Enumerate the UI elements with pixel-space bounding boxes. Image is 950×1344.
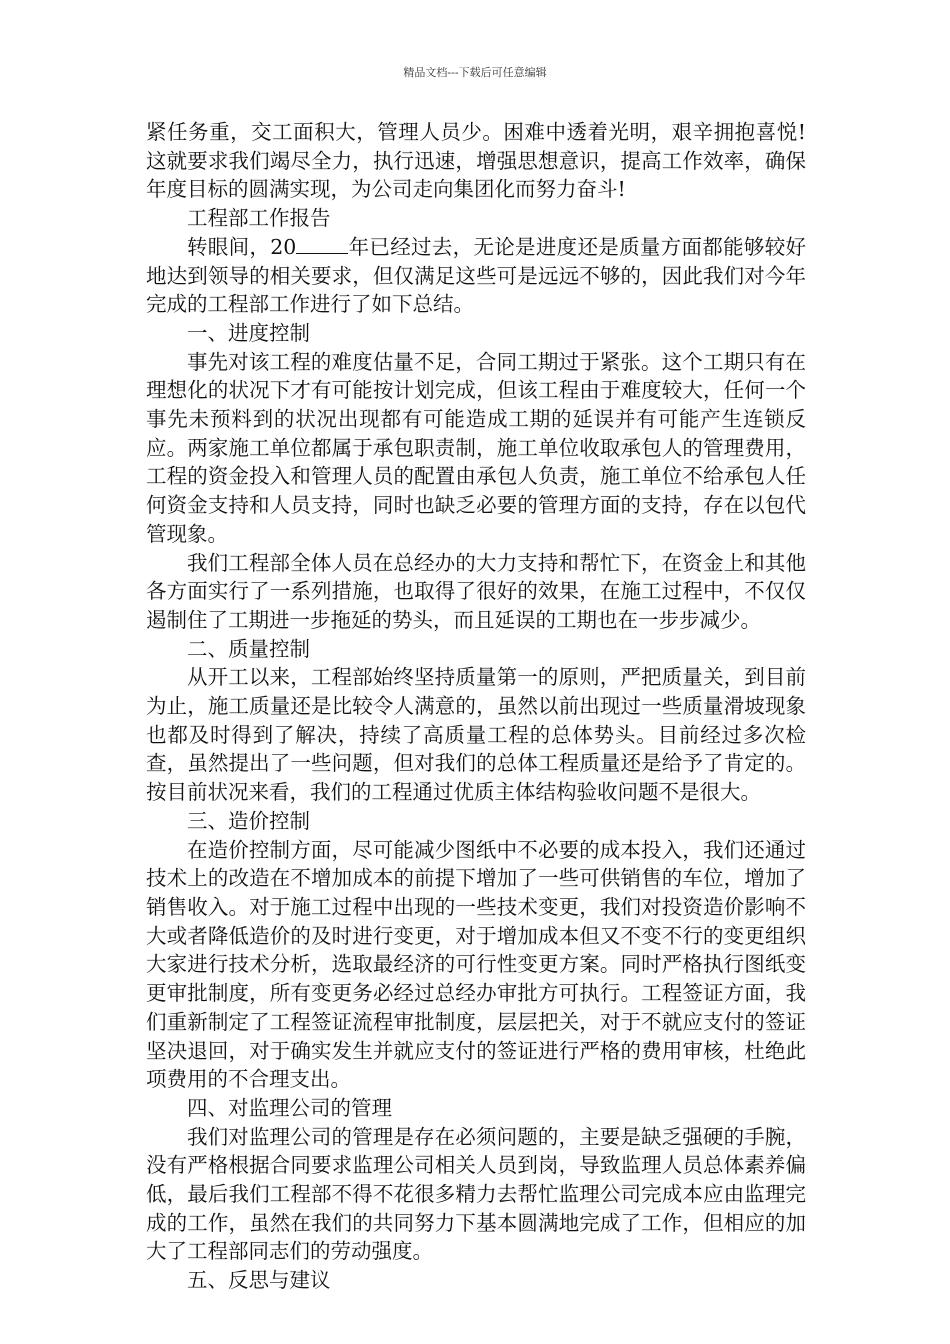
- intro-text-end: 年已经过去，无论是进度还是质量方面都能够较好地达到领导的相关要求，但仅满足这些可是远远不够的，因此我们对今年完成的工程部工作进行了如下总结。: [146, 234, 807, 317]
- paragraph-supervision: 我们对监理公司的管理是存在必须问题的，主要是缺乏强硬的手腕，没有严格根据合同要求监理公司相关人员到岗，导致监理人员总体素养偏低，最后我们工程部不得不花很多精力去帮忙监理公司完成本应由监理完成的工作，虽然在我们的共同努力下基本圆满地完成了工作，但相应的加大了工程部同志们的劳动强度。: [146, 1124, 806, 1264]
- paragraph-continuation: 紧任务重，交工面积大，管理人员少。困难中透着光明，艰辛拥抱喜悦!这就要求我们竭尽全力，执行迅速，增强思想意识，提高工作效率，确保年度目标的圆满实现，为公司走向集团化而努力奋斗!: [146, 120, 806, 202]
- report-title: 工程部工作报告: [187, 206, 331, 231]
- paragraph-progress-2: 我们工程部全体人员在总经办的大力支持和帮忙下，在资金上和其他各方面实行了一系列措施，也取得了很好的效果，在施工过程中，不仅仅遏制住了工期进一步拖延的势头，而且延误的工期也在一步步减少。: [146, 550, 806, 632]
- section-heading-progress: 一、进度控制: [187, 320, 310, 345]
- section-heading-supervision: 四、对监理公司的管理: [187, 1095, 392, 1120]
- paragraph-cost: 在造价控制方面，尽可能减少图纸中不必要的成本投入，我们还通过技术上的改造在不增加成本的前提下增加了一些可供销售的车位，增加了销售收入。对于施工过程中出现的一些技术变更，我们对投资造价影响不大或者降低造价的及时进行变更，对于增加成本但又不变不行的变更组织大家进行技术分析，选取最经济的可行性变更方案。同时严格执行图纸变更审批制度，所有变更务必经过总经办审批方可执行。工程签证方面，我们重新制定了工程签证流程审批制度，层层把关，对于不就应支付的签证坚决退回，对于确实发生并就应支付的签证进行严格的费用审核，杜绝此项费用的不合理支出。: [146, 837, 806, 1092]
- intro-paragraph: [146, 233, 806, 319]
- intro-text-start: 转眼间，20: [187, 234, 297, 259]
- section-heading-quality: 二、质量控制: [187, 636, 310, 661]
- year-blank: [296, 235, 348, 254]
- document-body: [146, 118, 806, 1295]
- paragraph-quality: 从开工以来，工程部始终坚持质量第一的原则，严把质量关，到目前为止，施工质量还是比较令人满意的，虽然以前出现过一些质量滑坡现象也都及时得到了解决，持续了高质量工程的总体势头。目前经过多次检查，虽然提出了一些问题，但对我们的总体工程质量还是给予了肯定的。按目前状况来看，我们的工程通过优质主体结构验收问题不是很大。: [146, 665, 806, 805]
- paragraph-progress-1: 事先对该工程的难度估量不足，合同工期过于紧张。这个工期只有在理想化的状况下才有可能按计划完成，但该工程由于难度较大，任何一个事先未预料到的状况出现都有可能造成工期的延误并有可能产生连锁反应。两家施工单位都属于承包职责制，施工单位收取承包人的管理费用，工程的资金投入和管理人员的配置由承包人负责，施工单位不给承包人任何资金支持和人员支持，同时也缺乏必要的管理方面的支持，存在以包代管现象。: [146, 349, 806, 546]
- section-heading-cost: 三、造价控制: [187, 808, 310, 833]
- section-heading-reflection: 五、反思与建议: [187, 1268, 331, 1293]
- page-header: 精品文档---下载后可任意编辑: [403, 66, 547, 79]
